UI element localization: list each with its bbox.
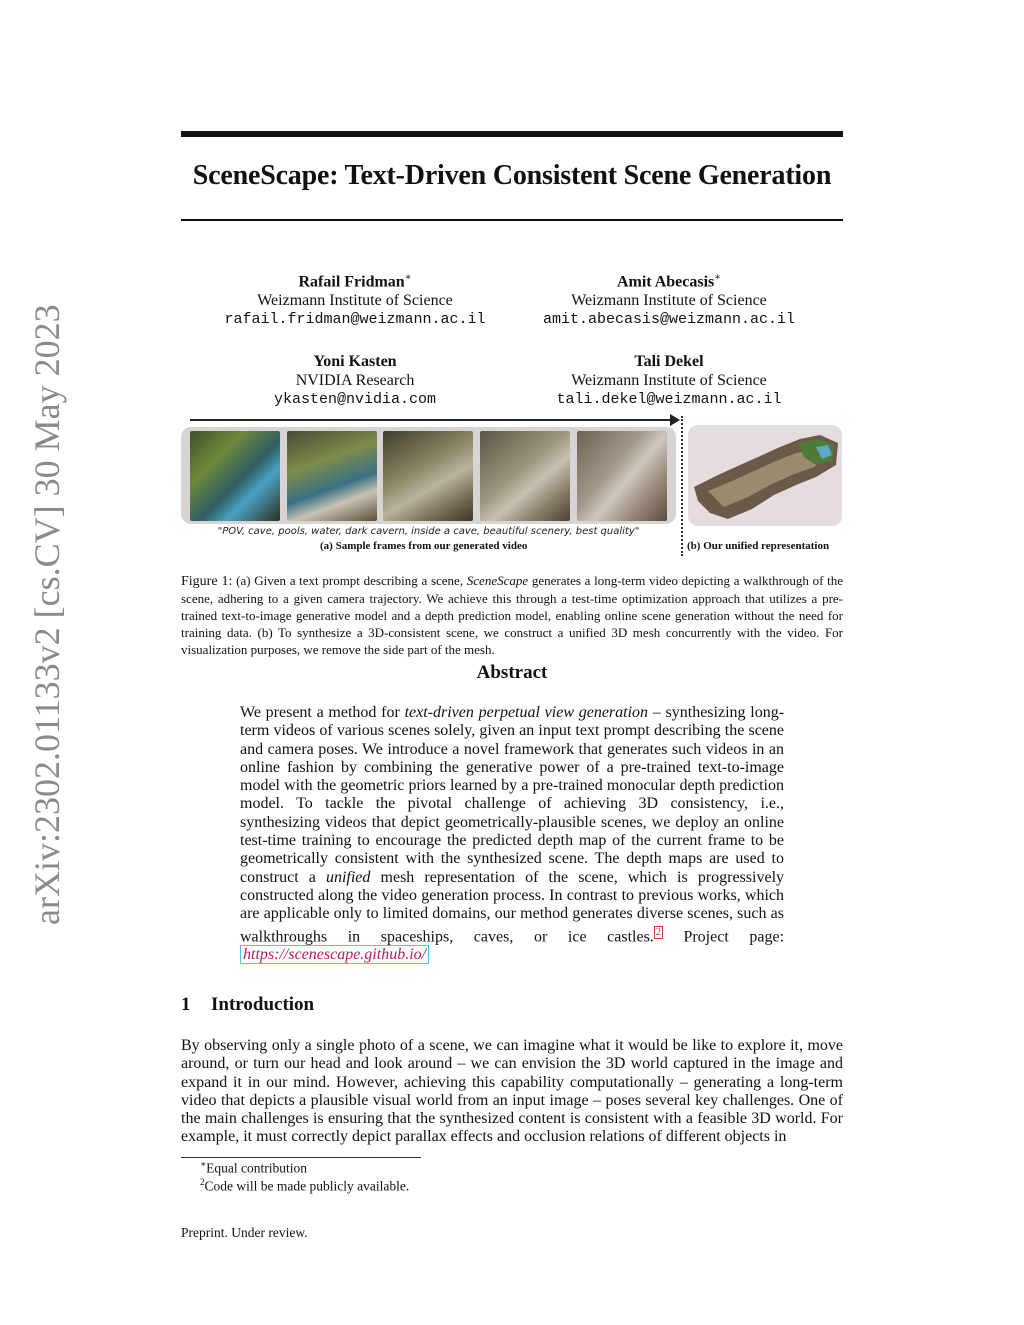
footnote-link[interactable]: 2 — [655, 926, 661, 938]
author-affiliation: Weizmann Institute of Science — [257, 292, 453, 310]
author-name: Yoni Kasten — [313, 353, 397, 370]
mesh-shape — [688, 425, 842, 526]
figure-caption — [181, 572, 843, 658]
caption-label: Figure 1: — [181, 574, 233, 589]
arrowhead-icon — [670, 414, 680, 426]
abstract-emphasis: text-driven perpetual view generation — [404, 704, 649, 721]
author-block — [195, 352, 515, 409]
abstract-text: – synthesizing long-term videos of various scenes solely, given an input text prompt describing the scene and camera poses. We introduce a novel framework that generates such videos in an online fashion by combining the generative power of a pre-trained text-to-image model with the geometric priors learned by a pre-trained monocular depth prediction model. To tackle the pivotal challenge of achieving 3D consistency, i.e., synthesizing videos that depict geometrically-plausible scenes, we deploy an online test-time training to encourage the predicted depth map of the current frame to be geometrically consistent with the synthesized scene. The depth maps are used to construct a — [240, 704, 785, 886]
footnote-text: Equal contribution — [206, 1160, 307, 1176]
figure-prompt: "POV, cave, pools, water, dark cavern, inside a cave, beautiful scenery, best quality" — [217, 526, 640, 537]
video-frame — [577, 431, 667, 521]
author-affiliation: NVIDIA Research — [295, 372, 415, 389]
footnote — [200, 1177, 409, 1195]
title-bottom-rule — [181, 219, 843, 221]
abstract-text: We present a method for — [240, 704, 400, 721]
video-frame — [480, 431, 570, 521]
footnote-text: Code will be made publicly available. — [204, 1178, 410, 1194]
section-heading — [181, 994, 314, 1016]
author-email[interactable]: amit.abecasis@weizmann.ac.il — [542, 311, 796, 329]
author-name: Amit Abecasis — [616, 273, 715, 291]
abstract-heading: Abstract — [476, 662, 548, 683]
caption-text: (a) Given a text prompt describing a scene, — [236, 573, 464, 588]
author-mark: ∗ — [714, 272, 722, 283]
author-affiliation: Weizmann Institute of Science — [571, 292, 767, 310]
author-email[interactable]: ykasten@nvidia.com — [273, 391, 437, 408]
author-affiliation: Weizmann Institute of Science — [571, 372, 767, 389]
abstract-text: Project page: — [683, 927, 785, 945]
video-frame — [287, 431, 377, 521]
subcaption-a: (a) Sample frames from our generated video — [320, 540, 528, 552]
author-block — [509, 352, 829, 409]
unified-mesh-image — [688, 425, 842, 526]
paper-title: SceneScape: Text-Driven Consistent Scene Generation — [192, 160, 832, 191]
caption-text: generates a long-term video depicting a walkthrough of the scene, adhering to a given camera trajectory. We achieve this through a test-time optimization approach that utilizes a pre-trained text-to-image generative model and a depth prediction model, enabling online scene generation without the need for training data. (b) To synthesize a 3D-consistent scene, we construct a unified 3D mesh concurrently with the video. For visualization purposes, we remove the side part of the mesh. — [181, 573, 844, 657]
arxiv-identifier: arXiv:2302.01133v2 [cs.CV] 30 May 2023 — [27, 304, 67, 925]
video-frame — [383, 431, 473, 521]
caption-emphasis: SceneScape — [466, 573, 529, 588]
project-page-link[interactable]: https://scenescape.github.io/ — [240, 945, 429, 964]
abstract-emphasis: unified — [325, 868, 371, 886]
figure-divider — [681, 416, 683, 556]
author-mark: ∗ — [404, 272, 412, 283]
camera-trajectory-arrow — [190, 419, 674, 421]
author-block — [509, 268, 829, 329]
section-number: 1 — [181, 994, 191, 1015]
author-email[interactable]: rafail.fridman@weizmann.ac.il — [224, 311, 486, 329]
author-name: Rafail Fridman — [298, 273, 405, 291]
intro-paragraph: By observing only a single photo of a scene, we can imagine what it would be like to explore it, move around, or turn our head and look around – we can envision the 3D world captured in the image and expand it in our mind. However, achieving this capability computationally – generating a long-term video that depicts a plausible visual world from an input image – poses several key challenges. One of the main challenges is ensuring that the synthesized content is consistent with a feasible 3D world. For example, it must correctly depict parallax effects and occlusion relations of different objects in — [181, 1037, 843, 1146]
title-top-rule — [181, 131, 843, 137]
section-title: Introduction — [211, 994, 315, 1015]
footnote-rule — [181, 1157, 421, 1158]
subcaption-b: (b) Our unified representation — [687, 540, 830, 552]
author-email[interactable]: tali.dekel@weizmann.ac.il — [556, 391, 782, 408]
author-block — [195, 268, 515, 329]
footnote-mark: ∗ — [200, 1159, 207, 1169]
footnote — [200, 1159, 307, 1177]
author-name: Tali Dekel — [634, 353, 704, 370]
footnote-mark: 2 — [200, 1177, 205, 1187]
abstract-body — [240, 704, 784, 964]
video-frame — [190, 431, 280, 521]
abstract-text: mesh representation of the scene, which is progressively constructed along the video generation process. In contrast to previous works, which are applicable only to limited domains, our method generates diverse scenes, such as walkthroughs in spaceships, caves, or ice castles. — [240, 868, 785, 945]
page-footer: Preprint. Under review. — [181, 1225, 308, 1240]
